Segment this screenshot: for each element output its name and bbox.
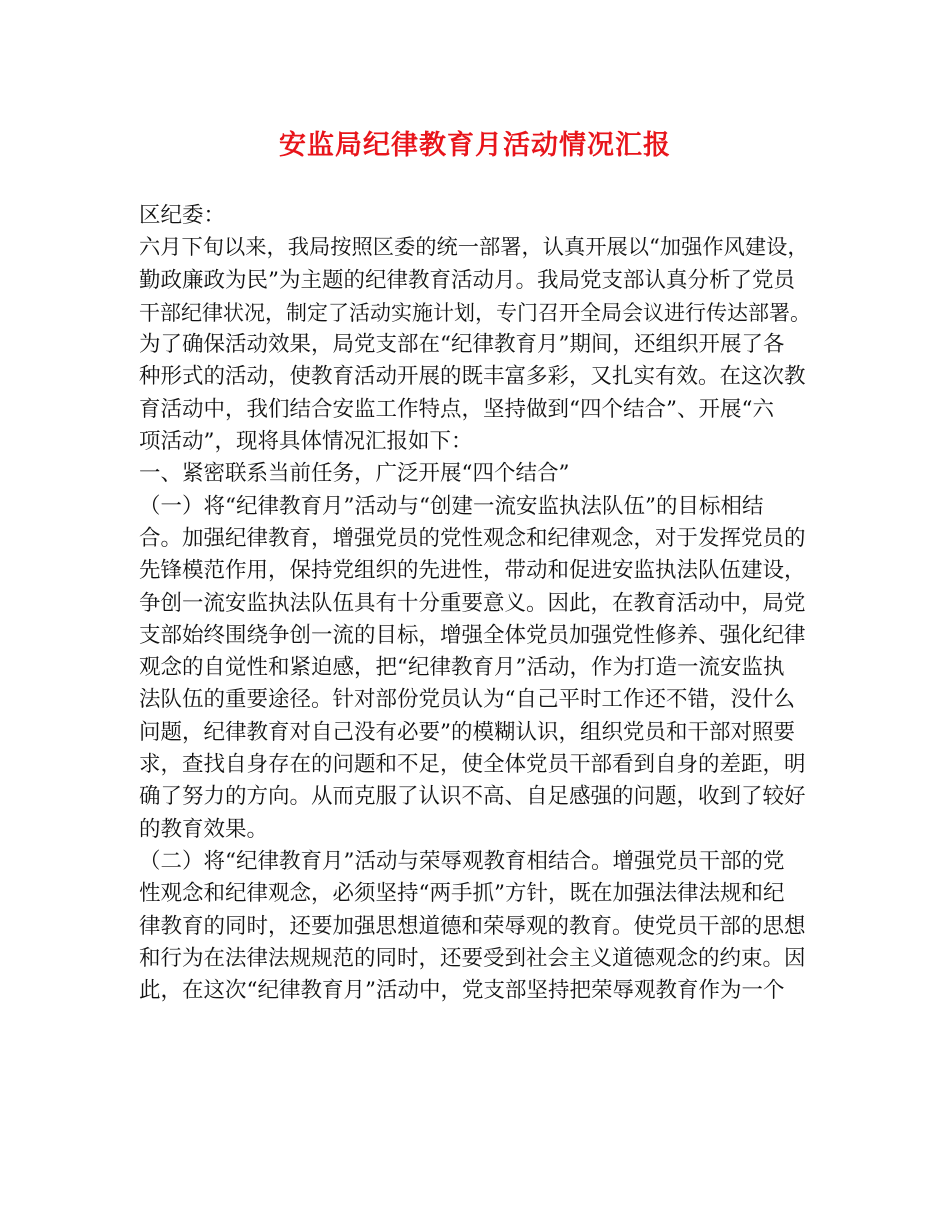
body-line: （二）将“纪律教育月”活动与荣辱观教育相结合。增强党员干部的党 (139, 848, 785, 874)
body-line: 和行为在法律法规规范的同时，还要受到社会主义道德观念的约束。因 (139, 945, 806, 971)
body-line: 问题，纪律教育对自己没有必要”的模糊认识，组织党员和干部对照要 (139, 719, 795, 745)
body-line: 此，在这次“纪律教育月”活动中，党支部坚持把荣辱观教育作为一个 (139, 978, 785, 1004)
body-line: 六月下旬以来，我局按照区委的统一部署，认真开展以“加强作风建设， (139, 235, 809, 261)
body-line: （一）将“纪律教育月”活动与“创建一流安监执法队伍”的目标相结 (139, 493, 764, 519)
body-line: 支部始终围绕争创一流的目标，增强全体党员加强党性修养、强化纪律 (139, 622, 806, 648)
body-line: 一、紧密联系当前任务，广泛开展“四个结合” (139, 461, 570, 487)
body-line: 区纪委： (139, 203, 226, 228)
body-line: 观念的自觉性和紧迫感，把“纪律教育月”活动，作为打造一流安监执 (139, 655, 785, 681)
body-line: 为了确保活动效果，局党支部在“纪律教育月”期间，还组织开展了各 (139, 332, 785, 358)
body-line: 律教育的同时，还要加强思想道德和荣辱观的教育。使党员干部的思想 (139, 913, 806, 939)
body-line: 合。加强纪律教育，增强党员的党性观念和纪律观念，对于发挥党员的 (139, 525, 806, 551)
body-line: 确了努力的方向。从而克服了认识不高、自足感强的问题，收到了较好 (139, 784, 806, 810)
body-line: 勤政廉政为民”为主题的纪律教育活动月。我局党支部认真分析了党员 (139, 267, 795, 293)
body-line: 法队伍的重要途径。针对部份党员认为“自己平时工作还不错，没什么 (139, 687, 795, 713)
body-line: 种形式的活动，使教育活动开展的既丰富多彩，又扎实有效。在这次教 (139, 364, 806, 390)
body-line: 争创一流安监执法队伍具有十分重要意义。因此，在教育活动中，局党 (139, 590, 806, 616)
body-line: 干部纪律状况，制定了活动实施计划，专门召开全局会议进行传达部署。 (139, 300, 811, 325)
document-body (139, 200, 815, 1007)
body-line: 先锋模范作用，保持党组织的先进性，带动和促进安监执法队伍建设， (139, 558, 806, 584)
body-line: 项活动”，现将具体情况汇报如下： (139, 429, 473, 455)
body-line: 性观念和纪律观念，必须坚持“两手抓”方针，既在加强法律法规和纪 (139, 881, 785, 907)
body-line: 育活动中，我们结合安监工作特点，坚持做到“四个结合”、开展“六 (139, 396, 774, 422)
document-title: 安监局纪律教育月活动情况汇报 (279, 130, 671, 161)
body-line: 求，查找自身存在的问题和不足，使全体党员干部看到自身的差距，明 (139, 752, 806, 778)
body-line: 的教育效果。 (139, 816, 269, 842)
